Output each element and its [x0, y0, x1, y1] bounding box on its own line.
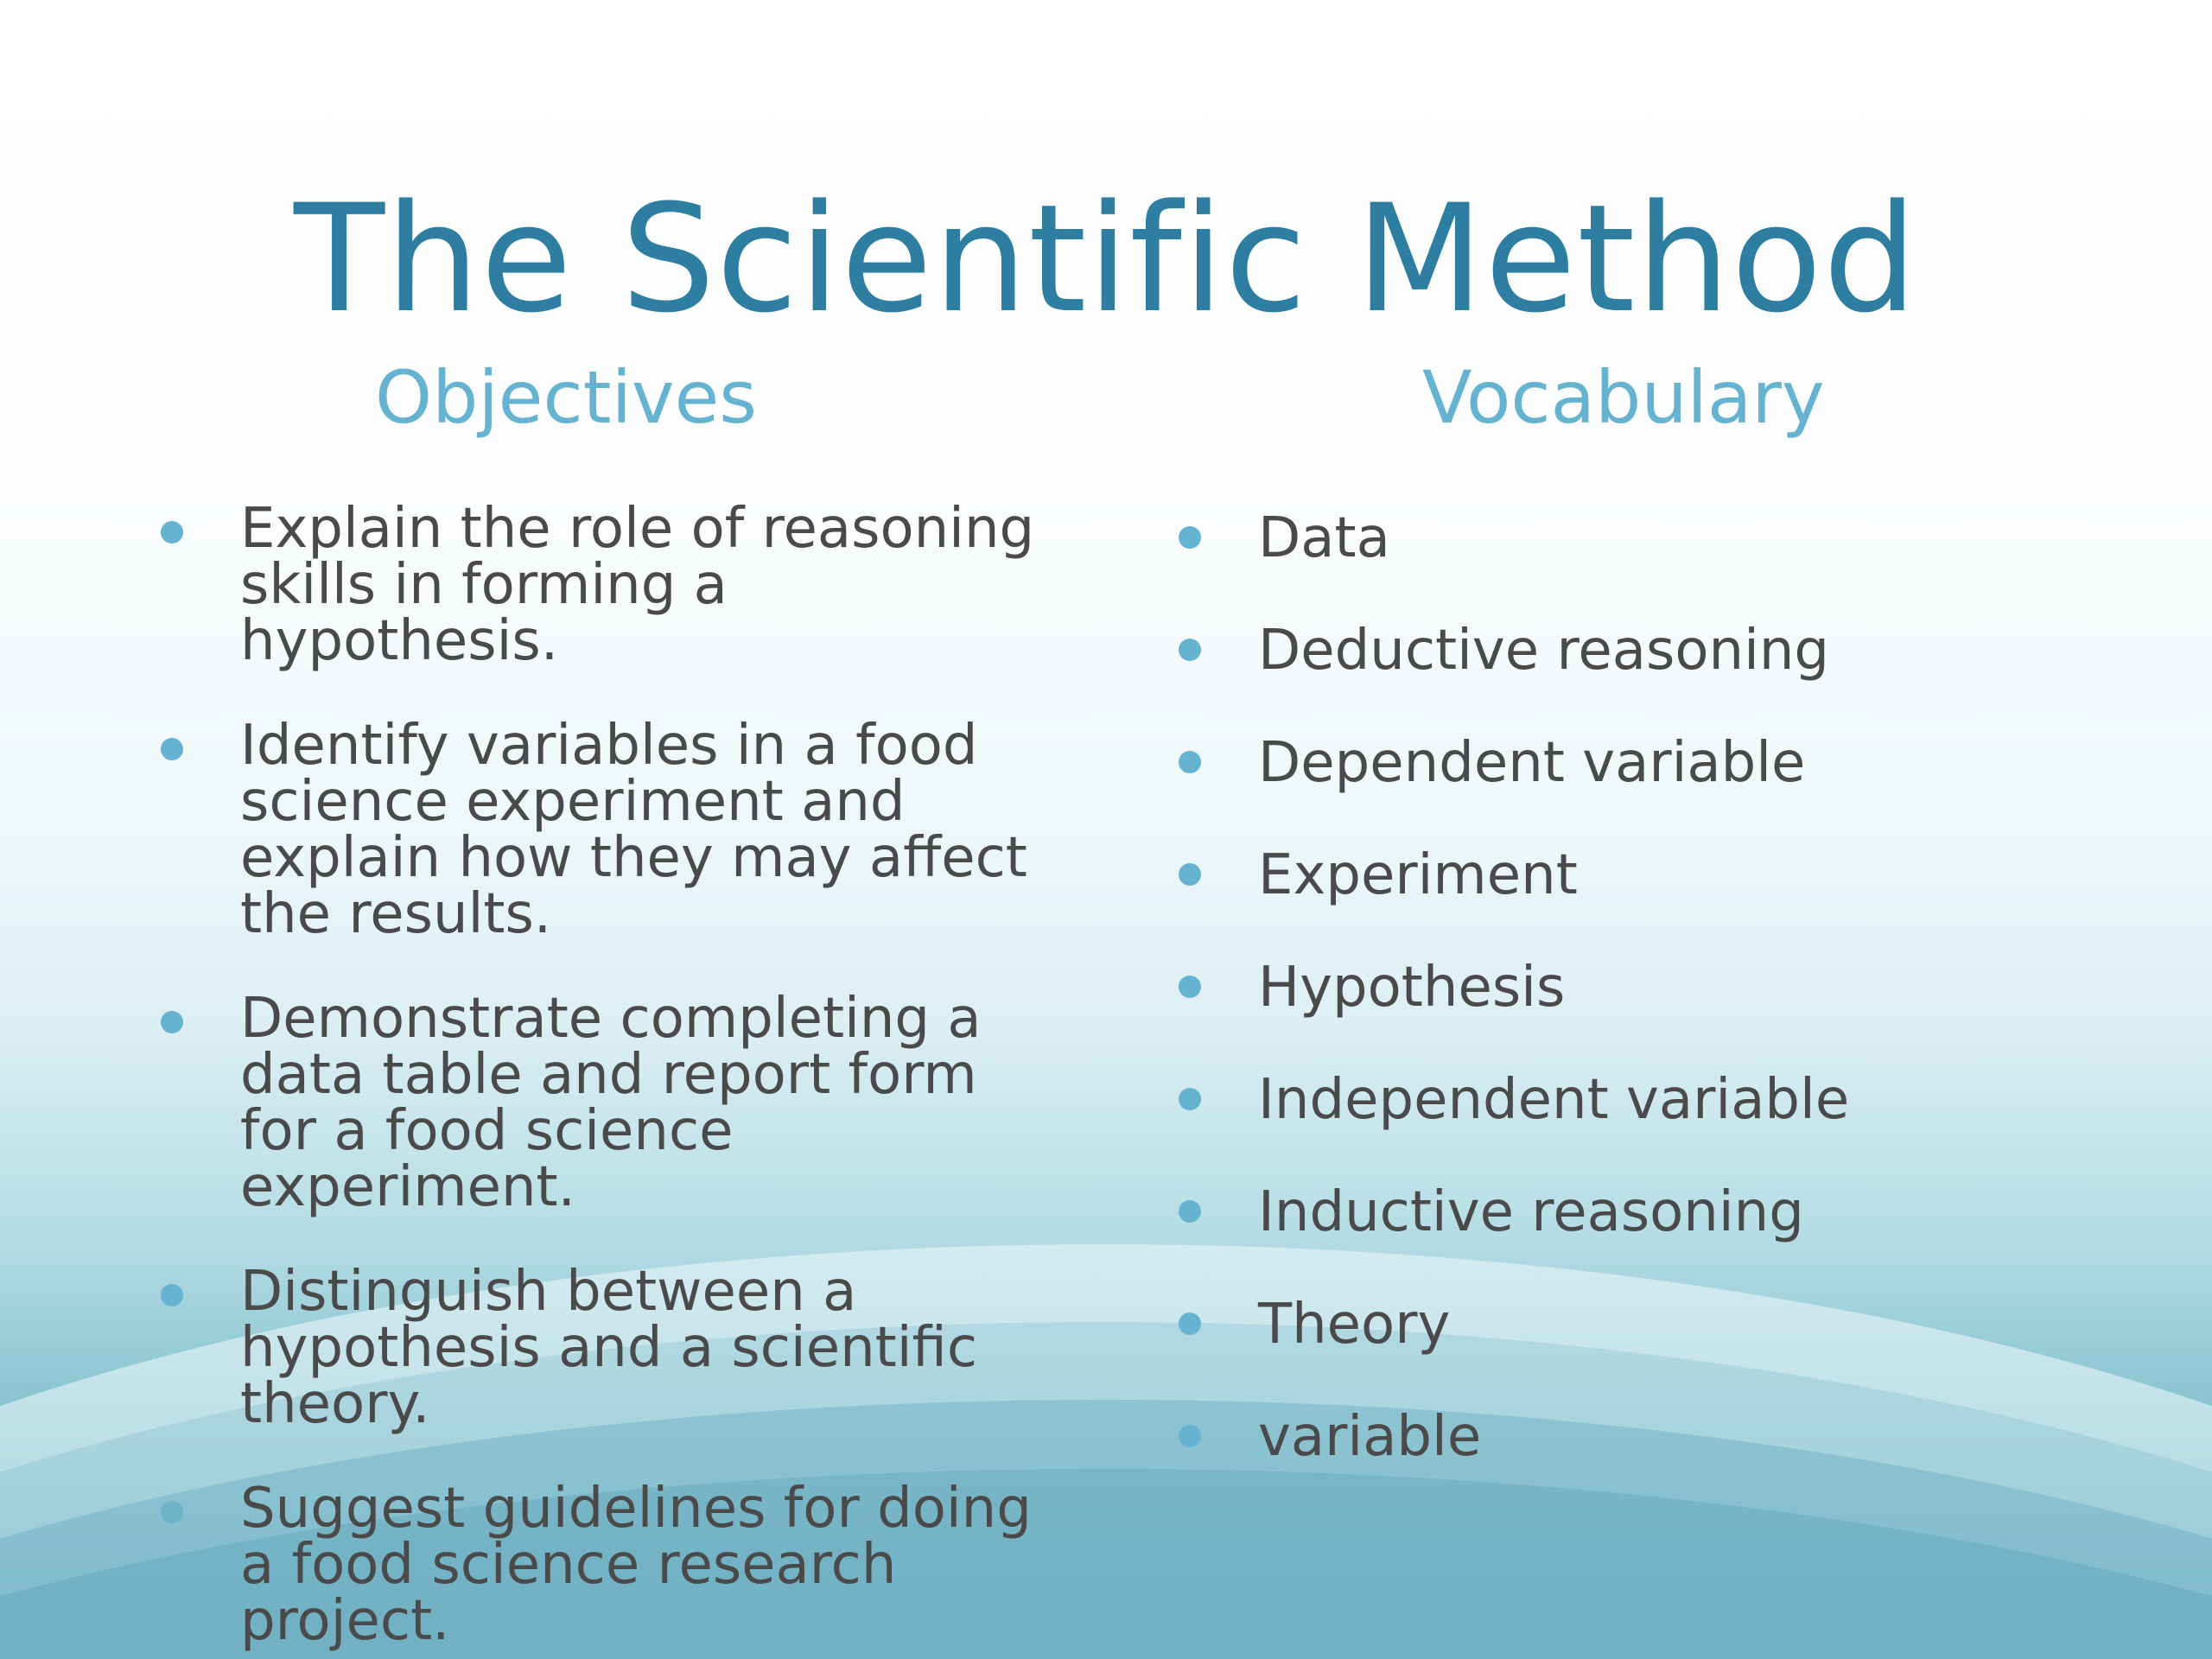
- bullet-icon: [1179, 863, 1201, 886]
- bullet-icon: [161, 521, 183, 543]
- vocabulary-term: Theory: [1258, 1293, 1451, 1357]
- objectives-list: [154, 497, 1061, 1659]
- vocabulary-list: [1172, 504, 2122, 1515]
- objectives-heading: Objectives: [375, 355, 758, 440]
- objective-item: [154, 987, 1061, 1219]
- vocabulary-term: Experiment: [1258, 843, 1578, 907]
- bullet-icon: [1179, 526, 1201, 549]
- vocabulary-item: [1172, 1178, 2122, 1247]
- objective-item: [154, 497, 1061, 673]
- bullet-icon: [1179, 976, 1201, 998]
- vocabulary-heading: Vocabulary: [1422, 355, 1825, 440]
- bullet-icon: [161, 1284, 183, 1306]
- bullet-icon: [1179, 1313, 1201, 1335]
- objective-text: Suggest guidelines for doing a food science research project.: [240, 1477, 1032, 1653]
- objective-text: Explain the role of reasoning skills in forming a hypothesis.: [240, 497, 1035, 673]
- vocabulary-item: [1172, 728, 2122, 798]
- objective-item: [154, 1260, 1061, 1436]
- bullet-icon: [1179, 1425, 1201, 1447]
- slide-title: The Scientific Method: [294, 172, 1918, 346]
- bullet-icon: [161, 1501, 183, 1523]
- objective-item: [154, 1477, 1061, 1653]
- objective-text: Distinguish between a hypothesis and a scientific theory.: [240, 1260, 977, 1436]
- vocabulary-term: Deductive reasoning: [1258, 619, 1830, 683]
- objective-text: Demonstrate completing a data table and report form for a food science experiment.: [240, 987, 982, 1219]
- bullet-icon: [1179, 751, 1201, 773]
- bullet-icon: [161, 1011, 183, 1033]
- vocabulary-item: [1172, 1290, 2122, 1359]
- bullet-icon: [1179, 639, 1201, 661]
- vocabulary-item: [1172, 504, 2122, 573]
- vocabulary-term: Data: [1258, 506, 1390, 570]
- vocabulary-term: variable: [1258, 1405, 1482, 1469]
- vocabulary-term: Dependent variable: [1258, 731, 1806, 795]
- vocabulary-item: [1172, 1065, 2122, 1135]
- vocabulary-item: [1172, 953, 2122, 1022]
- vocabulary-item: [1172, 616, 2122, 685]
- bullet-icon: [1179, 1088, 1201, 1110]
- objective-item: [154, 714, 1061, 946]
- vocabulary-item: [1172, 841, 2122, 910]
- vocabulary-term: Inductive reasoning: [1258, 1180, 1804, 1244]
- bullet-icon: [1179, 1200, 1201, 1223]
- bullet-icon: [161, 738, 183, 760]
- vocabulary-term: Independent variable: [1258, 1068, 1850, 1132]
- objective-text: Identify variables in a food science experiment and explain how they may affect the results.: [240, 714, 1027, 946]
- vocabulary-term: Hypothesis: [1258, 956, 1566, 1020]
- vocabulary-item: [1172, 1402, 2122, 1471]
